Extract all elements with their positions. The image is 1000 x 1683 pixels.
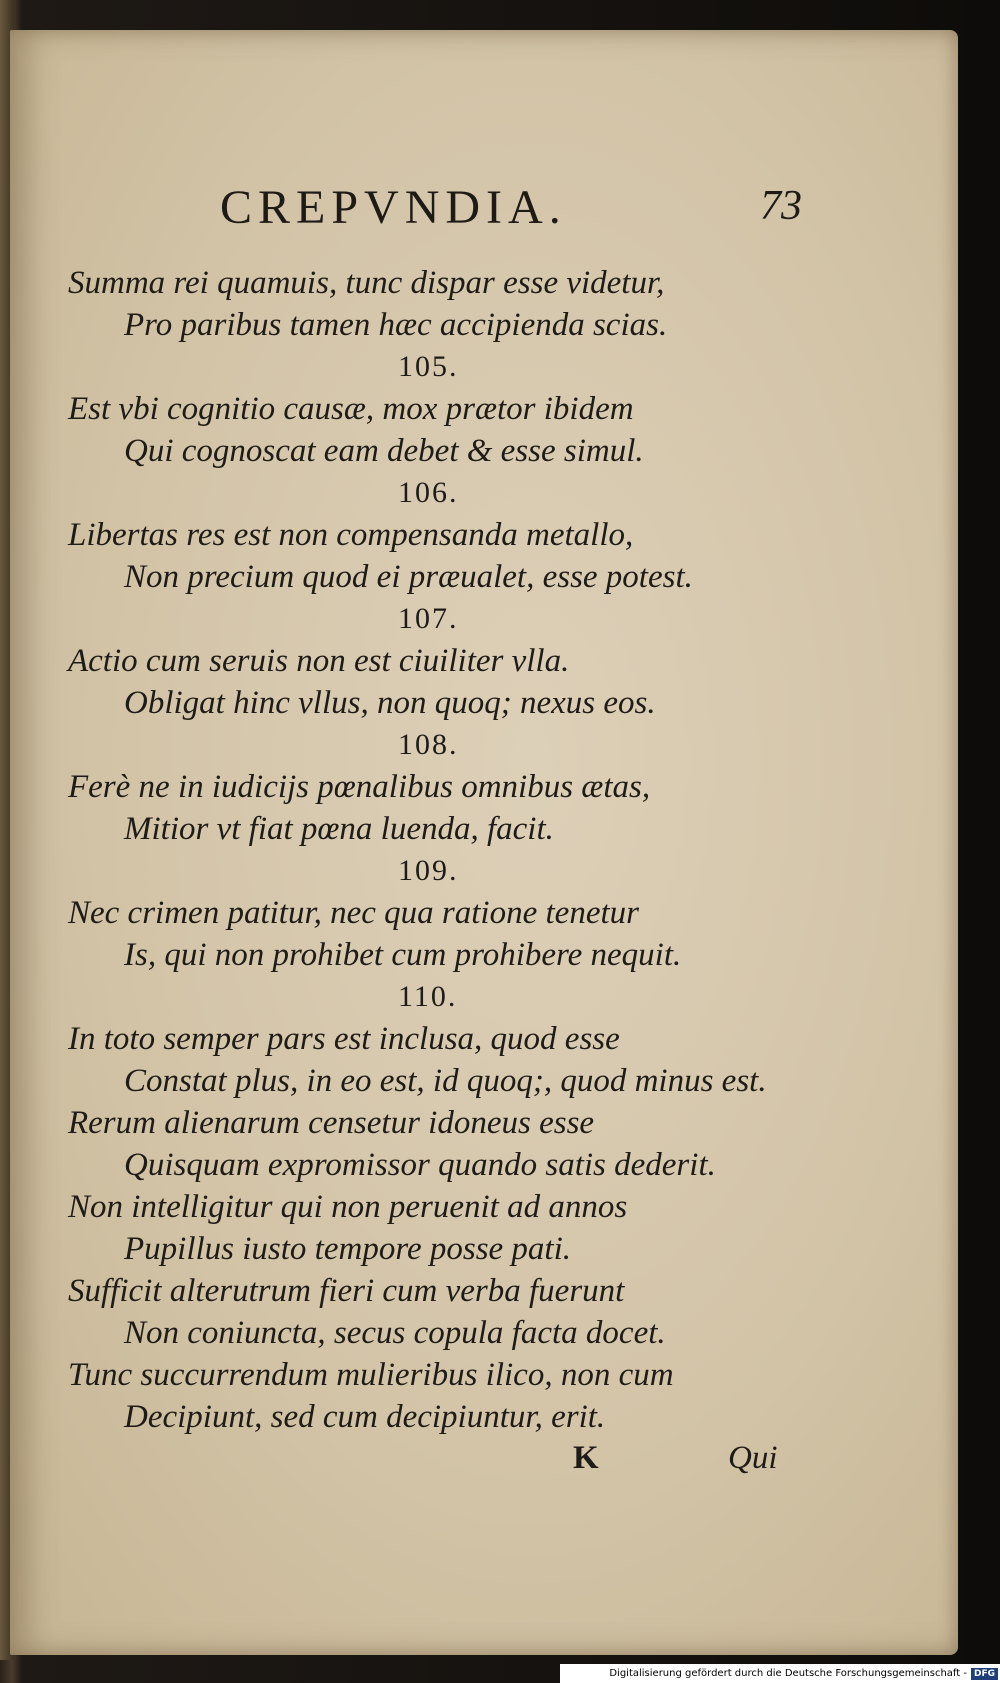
page-custodes bbox=[68, 1440, 828, 1490]
folio-number: 73 bbox=[760, 183, 802, 229]
verse-line: Summa rei quamuis, tunc dispar esse videtur, bbox=[68, 265, 665, 301]
verse-line: Quisquam expromissor quando satis dederit. bbox=[124, 1147, 716, 1183]
rule-number: 109. bbox=[398, 854, 459, 887]
catchword: Qui bbox=[728, 1440, 778, 1476]
verse-line: Non coniuncta, secus copula facta docet. bbox=[124, 1315, 666, 1351]
verse-line: Decipiunt, sed cum decipiuntur, erit. bbox=[124, 1399, 606, 1435]
verse-line: Mitior vt fiat pœna luenda, facit. bbox=[124, 811, 554, 847]
verse-line: Pro paribus tamen hæc accipienda scias. bbox=[124, 307, 668, 343]
page-header bbox=[220, 180, 820, 260]
rule-number: 105. bbox=[398, 350, 459, 383]
signature-mark: K bbox=[573, 1440, 599, 1476]
digitization-credit: Digitalisierung gefördert durch die Deutsche Forschungsgemeinschaft - bbox=[609, 1668, 967, 1679]
running-title: CREPVNDIA. bbox=[220, 181, 567, 234]
verse-line: Tunc succurrendum mulieribus ilico, non cum bbox=[68, 1357, 674, 1393]
digitization-credit-bar bbox=[560, 1664, 1000, 1683]
book-page bbox=[10, 30, 958, 1655]
dfg-logo: DFG bbox=[971, 1668, 998, 1680]
verse-line: In toto semper pars est inclusa, quod esse bbox=[68, 1021, 620, 1057]
verse-line: Obligat hinc vllus, non quoq; nexus eos. bbox=[124, 685, 656, 721]
rule-number: 108. bbox=[398, 728, 459, 761]
verse-line: Rerum alienarum censetur idoneus esse bbox=[68, 1105, 595, 1141]
verse-line: Actio cum seruis non est ciuiliter vlla. bbox=[68, 643, 570, 679]
verse-line: Non intelligitur qui non peruenit ad annos bbox=[68, 1189, 628, 1225]
verse-line: Non precium quod ei præualet, esse potest. bbox=[124, 559, 693, 595]
verse-line: Nec crimen patitur, nec qua ratione tenetur bbox=[68, 895, 639, 931]
verse-line: Constat plus, in eo est, id quoq;, quod minus est. bbox=[124, 1063, 767, 1099]
verse-text-block bbox=[68, 262, 828, 1438]
verse-line: Libertas res est non compensanda metallo, bbox=[68, 517, 634, 553]
rule-number: 110. bbox=[398, 980, 458, 1013]
verse-line: Is, qui non prohibet cum prohibere nequit. bbox=[124, 937, 682, 973]
verse-line: Pupillus iusto tempore posse pati. bbox=[124, 1231, 572, 1267]
rule-number: 106. bbox=[398, 476, 459, 509]
verse-line: Est vbi cognitio causæ, mox prætor ibidem bbox=[68, 391, 634, 427]
verse-line: Ferè ne in iudicijs pœnalibus omnibus ætas, bbox=[68, 769, 651, 805]
rule-number: 107. bbox=[398, 602, 459, 635]
verse-line: Sufficit alterutrum fieri cum verba fuerunt bbox=[68, 1273, 625, 1309]
verse-line: Qui cognoscat eam debet & esse simul. bbox=[124, 433, 644, 469]
